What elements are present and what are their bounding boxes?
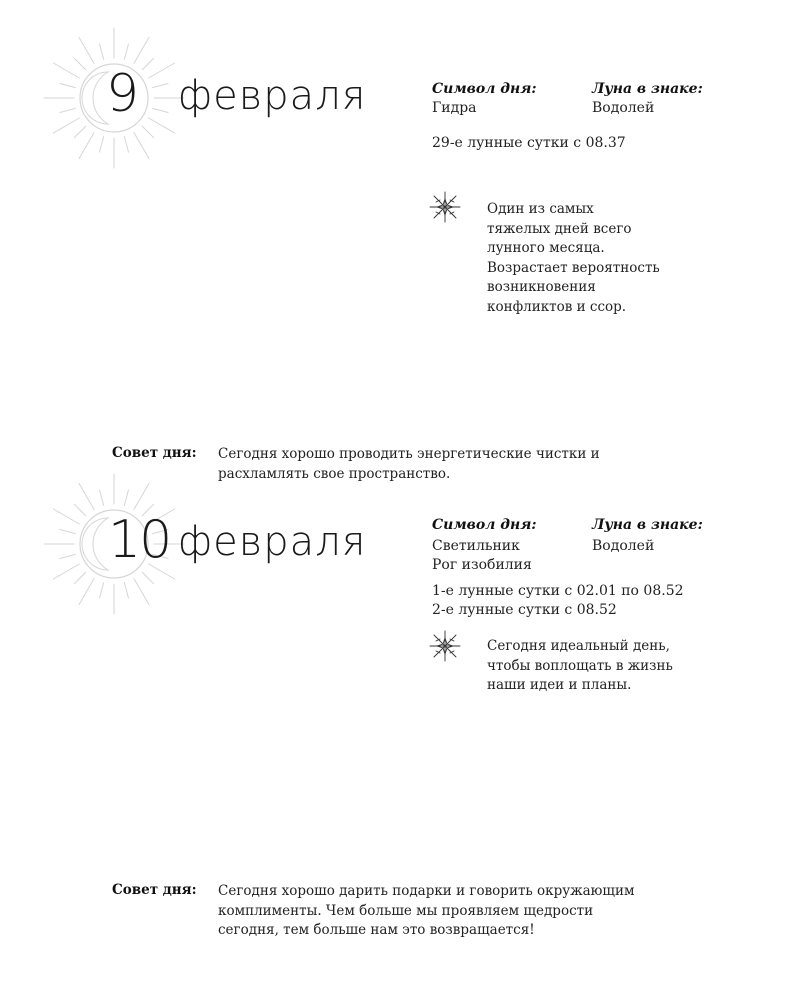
sun-ray	[142, 572, 153, 583]
month-name: февраля	[178, 519, 367, 565]
sparkle-star-icon	[428, 629, 462, 663]
sun-ray	[142, 58, 153, 69]
sun-ray	[134, 133, 149, 159]
advice-text	[218, 882, 634, 941]
day-note	[487, 200, 660, 317]
sun-ray	[124, 583, 128, 598]
note-line: наши идеи и планы.	[487, 677, 632, 693]
sun-ray	[134, 37, 149, 63]
note-line: чтобы воплощать в жизнь	[487, 657, 673, 674]
moon-label: Луна в знаке:	[592, 517, 703, 533]
sun-ray	[79, 483, 94, 509]
sun-ray	[134, 579, 149, 605]
sparkle-star-svg	[428, 629, 462, 663]
sun-ray	[53, 509, 79, 524]
sun-ray	[74, 572, 85, 583]
day-number: 9	[106, 64, 138, 124]
moon-label: Луна в знаке:	[592, 81, 703, 97]
symbol-value: Светильник	[432, 538, 520, 554]
sun-ray	[100, 44, 104, 59]
sun-ray	[60, 84, 75, 88]
sun-ray	[79, 37, 94, 63]
sun-ray	[124, 137, 128, 152]
advice-label: Совет дня:	[112, 445, 197, 461]
sparkle-star-svg	[428, 190, 462, 224]
sun-ray	[153, 84, 168, 88]
sparkle-star-icon	[428, 190, 462, 224]
sun-ray	[53, 564, 79, 579]
sun-ray	[100, 583, 104, 598]
note-line: Один из самых	[487, 201, 594, 217]
lunar-day: 29-е лунные сутки с 08.37	[432, 135, 626, 151]
sun-ray	[53, 63, 79, 78]
advice-line: комплименты. Чем больше мы проявляем щедрости	[218, 902, 594, 919]
sun-ray	[134, 483, 149, 509]
sun-ray	[74, 126, 85, 137]
lunar-day: 2-е лунные сутки с 08.52	[432, 602, 617, 618]
advice-line: сегодня, тем больше нам это возвращается!	[218, 922, 535, 938]
advice-text	[218, 445, 600, 484]
advice-line: Сегодня хорошо проводить энергетические чистки и	[218, 446, 600, 462]
sun-ray	[124, 490, 128, 505]
sun-ray	[79, 579, 94, 605]
sun-ray	[60, 530, 75, 534]
symbol-value: Гидра	[432, 100, 477, 116]
lunar-day: 1-е лунные сутки с 02.01 по 08.52	[432, 583, 684, 599]
sun-ray	[100, 137, 104, 152]
month-name: февраля	[178, 73, 367, 119]
symbol-label: Символ дня:	[432, 517, 537, 533]
sun-ray	[153, 108, 168, 112]
sun-ray	[74, 58, 85, 69]
moon-sign-value: Водолей	[592, 538, 655, 554]
sun-ray	[79, 133, 94, 159]
sun-ray	[142, 126, 153, 137]
sun-ray	[74, 504, 85, 515]
note-line: возникновения	[487, 279, 596, 295]
advice-line: расхламлять свое пространство.	[218, 465, 451, 482]
symbol-label: Символ дня:	[432, 81, 537, 97]
sun-ray	[53, 118, 79, 133]
sun-ray	[60, 108, 75, 112]
moon-sign-value: Водолей	[592, 100, 655, 116]
note-line: лунного месяца.	[487, 240, 605, 256]
note-line: конфликтов и ссор.	[487, 298, 627, 315]
symbol-value: Рог изобилия	[432, 557, 532, 573]
note-line: тяжелых дней всего	[487, 220, 632, 237]
advice-label: Совет дня:	[112, 882, 197, 898]
note-line: Сегодня идеальный день,	[487, 638, 670, 654]
note-line: Возрастает вероятность	[487, 259, 660, 276]
day-note	[487, 637, 673, 696]
advice-line: Сегодня хорошо дарить подарки и говорить окружающим	[218, 883, 635, 899]
sun-ray	[124, 44, 128, 59]
day-number: 10	[108, 510, 171, 570]
sun-ray	[60, 554, 75, 558]
sun-ray	[149, 63, 175, 78]
sun-ray	[149, 118, 175, 133]
sun-ray	[100, 490, 104, 505]
